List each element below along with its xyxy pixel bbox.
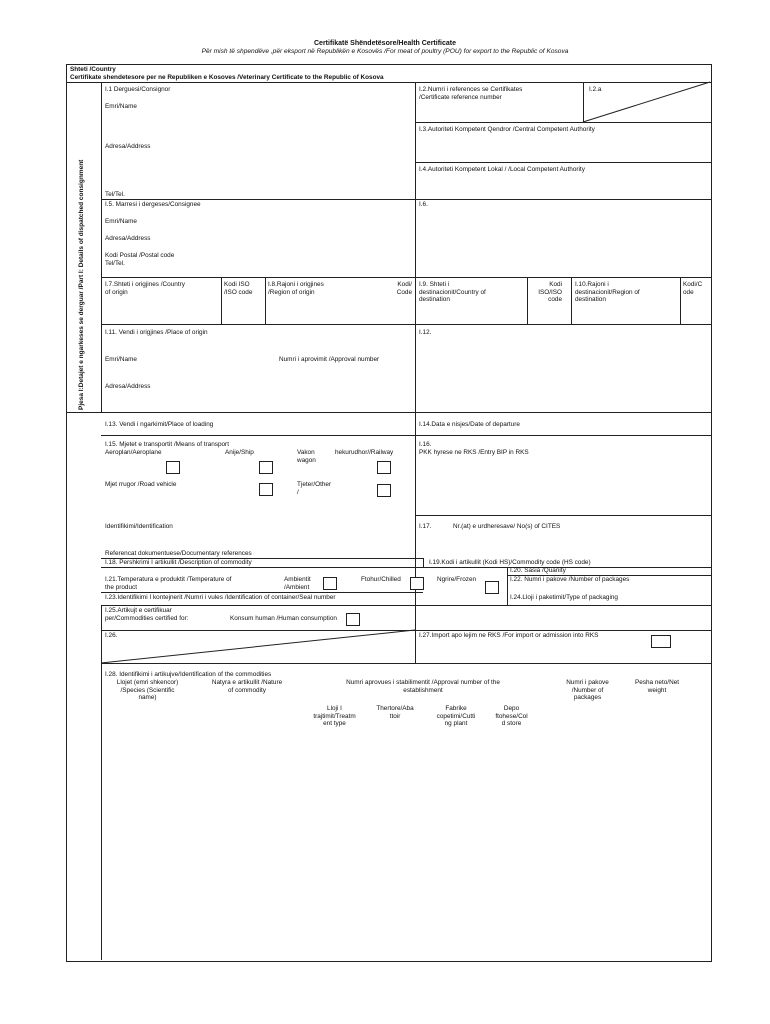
- departure-date-label: I.14.Data e nisjes/Date of departure: [419, 421, 520, 428]
- chilled-checkbox[interactable]: [410, 577, 424, 590]
- divider: [101, 435, 711, 436]
- divider: [571, 277, 572, 324]
- country-origin-label: I.7.Shteti i origjines /Country of origin: [105, 281, 185, 296]
- cites-numbers-label: Nr.(at) e urdheresave/ No(s) of CITES: [453, 523, 561, 530]
- consignor-name-label: Emri/Name: [105, 103, 137, 110]
- place-loading-label: I.13. Vendi i ngarkimit/Place of loading: [105, 421, 214, 428]
- divider: [101, 605, 102, 960]
- nature-column-label: Natyra e artikullit /Nature of commodity: [211, 679, 283, 694]
- divider: [415, 630, 416, 663]
- field-i12-label: I.12.: [419, 329, 432, 336]
- packages-number-label: I.22. Numri i pakove /Number of packages: [510, 576, 630, 583]
- cross-out-line: [101, 630, 415, 663]
- entry-bip-label: I.16. PKK hyrese ne RKS /Entry BIP in RKS: [419, 441, 529, 456]
- approval-establishment-column-label: Numri aprovues i stabilimentit /Approval number of the establishment: [346, 679, 500, 694]
- transport-identification-label: Identifikimi/Identification: [105, 523, 173, 530]
- consignee-label: I.5. Marresi i dergeses/Consignee: [105, 201, 201, 208]
- ship-label: Anije/Ship: [225, 449, 254, 456]
- divider: [423, 558, 424, 567]
- consignor-label: I.1 Derguesi/Consignor: [105, 86, 171, 93]
- local-authority-label: I.4.Autoriteti Kompetent Lokal / /Local Competent Authority: [419, 166, 585, 173]
- country-label: Shteti /Country: [70, 66, 116, 73]
- approval-number-label: Numri i aprovimit /Approval number: [279, 356, 380, 363]
- iso-code-label: Kodi ISO /ISO code: [224, 281, 253, 296]
- divider: [415, 515, 711, 516]
- other-transport-checkbox[interactable]: [377, 484, 391, 497]
- ambient-label: Ambientit /Ambient: [284, 576, 311, 591]
- quantity-label: I.20. Sasia /Quanity: [510, 567, 566, 574]
- net-weight-column-label: Pesha neto/Net weight: [634, 679, 680, 694]
- central-authority-label: I.3.Autoriteti Kompetent Qendror /Central Competent Authority: [419, 126, 595, 133]
- commodity-code-label: I.19.Kodi i artikullit (Kodi HS)/Commodity code (HS code): [429, 559, 591, 566]
- slaughterhouse-column-label: Thertore/Aba ttoir: [376, 705, 414, 720]
- consignor-tel-label: Tel/Tel.: [105, 191, 125, 198]
- region-destination-label: I.10.Rajoni i destinacionit/Region of destination: [575, 281, 640, 304]
- import-admission-checkbox[interactable]: [651, 635, 671, 648]
- frozen-label: Ngrire/Frozen: [437, 576, 477, 583]
- divider: [415, 162, 711, 163]
- human-consumption-label: Konsum human /Human consumption: [230, 615, 337, 622]
- cutting-plant-column-label: Fabrike copetimi/Cutti ng plant: [436, 705, 476, 728]
- import-admission-label: I.27.Import apo lejim ne RKS /For import or admission into RKS: [419, 632, 599, 639]
- road-vehicle-checkbox[interactable]: [259, 483, 273, 496]
- divider: [680, 277, 681, 324]
- certified-for-label-b: per/Commodities certified for:: [105, 615, 189, 622]
- consignee-postal-label: Kodi Postal /Postal code Tel/Tel.: [105, 252, 175, 267]
- divider: [101, 199, 711, 200]
- transport-means-label: I.15. Mjetet e transportit /Means of transport: [105, 441, 229, 448]
- consignee-address-label: Adresa/Address: [105, 235, 151, 242]
- other-transport-label: Tjeter/Other /: [297, 481, 332, 496]
- side-part-label: Pjesa I:Detajet e ngarkeses se derguar /Part I: Details of dispatched consignment: [78, 159, 85, 410]
- container-seal-label: I.23.Identifikimi I kontejnerit /Numri i vules /Identification of container/Seal number: [105, 594, 336, 601]
- railway-label-a: Vakon: [297, 449, 315, 456]
- commodity-description-label: I.18. Pershkrimi I artikullit /Description of commodity: [105, 559, 252, 566]
- origin-address-label: Adresa/Address: [105, 383, 151, 390]
- divider: [101, 567, 711, 568]
- human-consumption-checkbox[interactable]: [346, 613, 360, 626]
- divider: [101, 324, 711, 325]
- divider: [101, 605, 711, 606]
- certificate-heading: Certifikate shendetesore per ne Republiken e Kosoves /Veterinary Certificate to the Republic of Kosova: [70, 74, 384, 81]
- aeroplane-checkbox[interactable]: [166, 461, 180, 474]
- certified-for-label-a: I.25.Artikujt e certifikuar: [105, 607, 172, 614]
- divider: [66, 412, 102, 413]
- center-divider: [415, 82, 416, 638]
- divider: [265, 277, 266, 324]
- cold-store-column-label: Depo ftohese/Col d store: [495, 705, 528, 728]
- consignor-address-label: Adresa/Address: [105, 143, 151, 150]
- field-i6-label: I.6.: [419, 201, 428, 208]
- field-i17-label: I.17.: [419, 523, 432, 530]
- ambient-checkbox[interactable]: [323, 577, 337, 590]
- ship-checkbox[interactable]: [259, 461, 273, 474]
- treatment-column-label: Lloji I trajtimit/Treatm ent type: [313, 705, 356, 728]
- origin-name-label: Emri/Name: [105, 356, 137, 363]
- region-code-label: Kodi/ Code: [396, 281, 412, 296]
- packaging-type-label: I.24.Lloji i paketimit/Type of packaging: [510, 594, 618, 601]
- chilled-label: Ftohur/Chilled: [361, 576, 401, 583]
- cert-reference-label: I.2.Numri i references se Certifikates /Certificate reference number: [419, 86, 523, 101]
- railway-checkbox[interactable]: [377, 461, 391, 474]
- product-temperature-label: I.21.Temperatura e produktit /Temperature of the product: [105, 576, 232, 591]
- dest-region-code-label: Kodi/C ode: [683, 281, 703, 296]
- divider: [221, 277, 222, 324]
- species-column-label: Llojet (emri shkencor) /Species (Scientific name): [116, 679, 179, 702]
- divider: [101, 592, 423, 593]
- commodities-identification-label: I.28. Identifikimi i artikujve/Identification of the commodities: [105, 671, 272, 678]
- railway-label-c: wagon: [297, 457, 316, 464]
- side-divider: [101, 82, 102, 412]
- cross-out-line: [583, 82, 710, 122]
- dest-iso-code-label: Kodi ISO/ISO code: [538, 281, 562, 304]
- region-origin-label: I.8.Rajoni i origjines /Region of origin: [268, 281, 324, 296]
- divider: [101, 412, 711, 413]
- divider: [415, 122, 711, 123]
- road-vehicle-label: Mjet rrugor /Road vehicle: [105, 481, 177, 488]
- aeroplane-label: Aeroplan/Aeroplane: [105, 449, 162, 456]
- place-origin-label: I.11. Vendi i origjines /Place of origin: [105, 329, 208, 336]
- divider: [101, 663, 711, 664]
- divider: [507, 567, 508, 605]
- divider: [101, 277, 711, 278]
- documentary-references-label: Referencat dokumentuese/Documentary references: [105, 550, 252, 557]
- consignee-name-label: Emri/Name: [105, 218, 137, 225]
- packages-column-label: Numri i pakove /Number of packages: [566, 679, 609, 702]
- railway-label-b: hekurudhor//Railway: [335, 449, 394, 456]
- frozen-checkbox[interactable]: [485, 581, 499, 594]
- certificate-subtitle: Për mish të shpendëve ,për eksport në Republikën e Kosovës /For meat of poultry (POU) for export to the Republic of Kosova: [201, 48, 569, 55]
- certificate-title: Certifikatë Shëndetësore/Health Certificate: [314, 40, 456, 47]
- cert-ref-a-label: I.2.a: [589, 86, 602, 93]
- field-i26-label: I.26.: [105, 632, 118, 639]
- country-destination-label: I.9. Shteti i destinacionit/Country of destination: [419, 281, 486, 304]
